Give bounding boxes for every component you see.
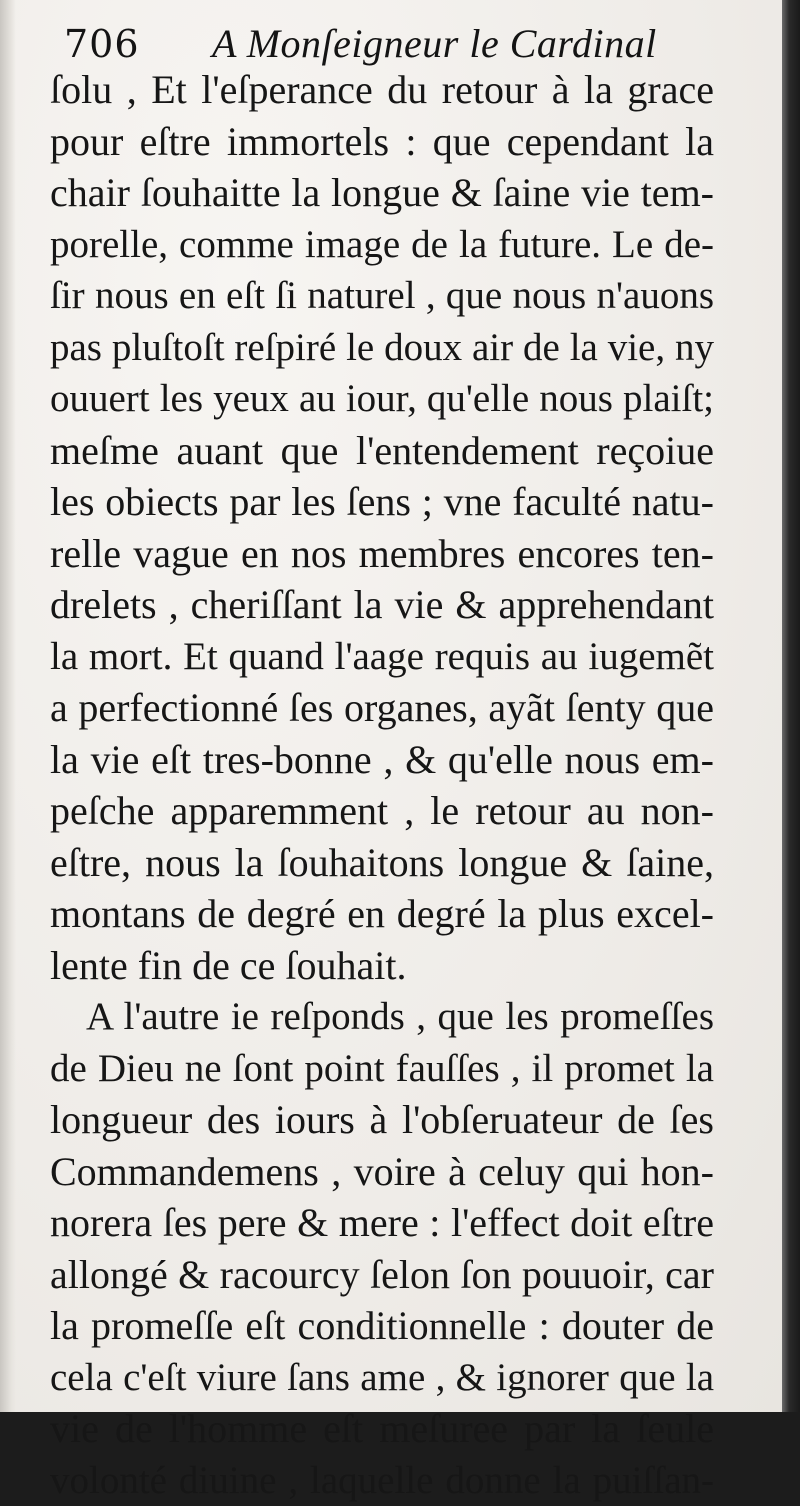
text-line: pas pluſtoſt reſpiré le doux air de la vie, ny [50,322,714,374]
text-line: relle vague en nos membres encores ten- [50,528,714,580]
text-line: pour eſtre immortels : que cependant la [50,116,714,168]
text-line: volonté diuine , laquelle donne la puiſſan- [50,1455,714,1506]
text-line: montans de degré en degré la plus excel- [50,888,714,940]
text-line: porelle, comme image de la future. Le de- [50,219,714,271]
text-line: les obiects par les ſens ; vne faculté natu- [50,476,714,528]
text-line: eſtre, nous la ſouhaitons longue & ſaine, [50,837,714,889]
text-line: meſme auant que l'entendement reçoiue [50,425,714,477]
running-title: A Monſeigneur le Cardinal [212,20,657,67]
page-edge-shadow [782,0,800,1412]
text-line: peſche apparemment , le retour au non- [50,785,714,837]
paragraph-2 [50,991,714,1506]
text-line: la vie eſt tres-bonne , & qu'elle nous em- [50,734,714,786]
text-line: cela c'eſt viure ſans ame , & ignorer que la [50,1352,714,1404]
text-line: drelets , cheriſſant la vie & apprehendant [50,579,714,631]
text-line: ouuert les yeux au iour, qu'elle nous plaiſt; [50,373,714,425]
text-line: la promeſſe eſt conditionnelle : douter de [50,1300,714,1352]
text-line: longueur des iours à l'obſeruateur de ſes [50,1094,714,1146]
paragraph-1 [50,64,714,991]
text-line: ſolu , Et l'eſperance du retour à la grace [50,64,714,116]
text-line: ſir nous en eſt ſi naturel , que nous n'auons [50,270,714,322]
text-line: la mort. Et quand l'aage requis au iugemẽt [50,631,714,683]
text-line: a perfectionné ſes organes, ayãt ſenty que [50,682,714,734]
text-line: Commandemens , voire à celuy qui hon- [50,1146,714,1198]
page-gutter-shadow [0,0,16,1412]
text-line: A l'autre ie reſponds , que les promeſſes [50,991,714,1043]
text-line: lente fin de ce ſouhait. [50,940,714,992]
text-line: norera ſes pere & mere : l'effect doit eſtre [50,1197,714,1249]
text-line: chair ſouhaitte la longue & ſaine vie tem- [50,167,714,219]
page-number: 706 [64,22,140,66]
text-line: de Dieu ne ſont point fauſſes , il promet la [50,1043,714,1095]
body-text [50,64,714,1506]
text-line: allongé & racourcy ſelon ſon pouuoir, car [50,1249,714,1301]
text-line: vie de l'homme eſt meſuree par la ſeule [50,1403,714,1455]
